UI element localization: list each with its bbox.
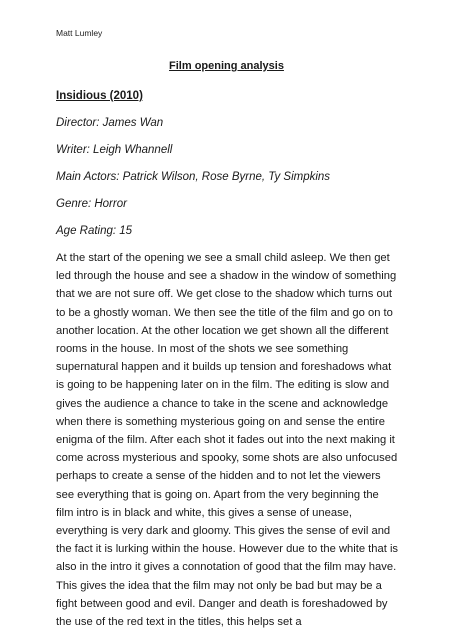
meta-director: Director: James Wan xyxy=(56,117,164,129)
page-header-author: Matt Lumley xyxy=(56,28,103,38)
analysis-paragraph: At the start of the opening we see a small child asleep. We then get led through the house and see a shadow in the window of something that we are not sure off. We get close to the shadow which turns out to be a ghostly woman. We then see the title of the film and go on to another location. At the other location we get shown all the different rooms in the house. In most of the shots we see something supernatural happen and it builds up tension and foreshadows what is going to be happening later on in the film. The editing is slow and gives the audience a chance to take in the scene and acknowledge when there is something mysterious going on and sense the entire enigma of the film. After each shot it fades out into the next making it come across mysterious and spooky, some shots are also unfocused perhaps to create a sense of the hidden and to not let the viewers see everything that is going on. Apart from the very beginning the film intro is in black and white, this gives a sense of unease, everything is very dark and gloomy. This gives the sense of evil and the fact it is lurking within the house. However due to the white that is also in the intro it gives a connotation of good that the film may have. This gives the idea that the film may not only be bad but may be a fight between good and evil. Danger and death is foreshadowed by the use of the red text in the titles, this helps set a xyxy=(56,252,399,629)
document-title: Film opening analysis xyxy=(169,60,284,72)
meta-genre: Genre: Horror xyxy=(56,198,127,210)
film-title: Insidious (2010) xyxy=(56,90,143,102)
meta-main-actors: Main Actors: Patrick Wilson, Rose Byrne, Ty Simpkins xyxy=(56,171,331,183)
meta-writer: Writer: Leigh Whannell xyxy=(56,144,173,156)
meta-age-rating: Age Rating: 15 xyxy=(56,225,133,237)
